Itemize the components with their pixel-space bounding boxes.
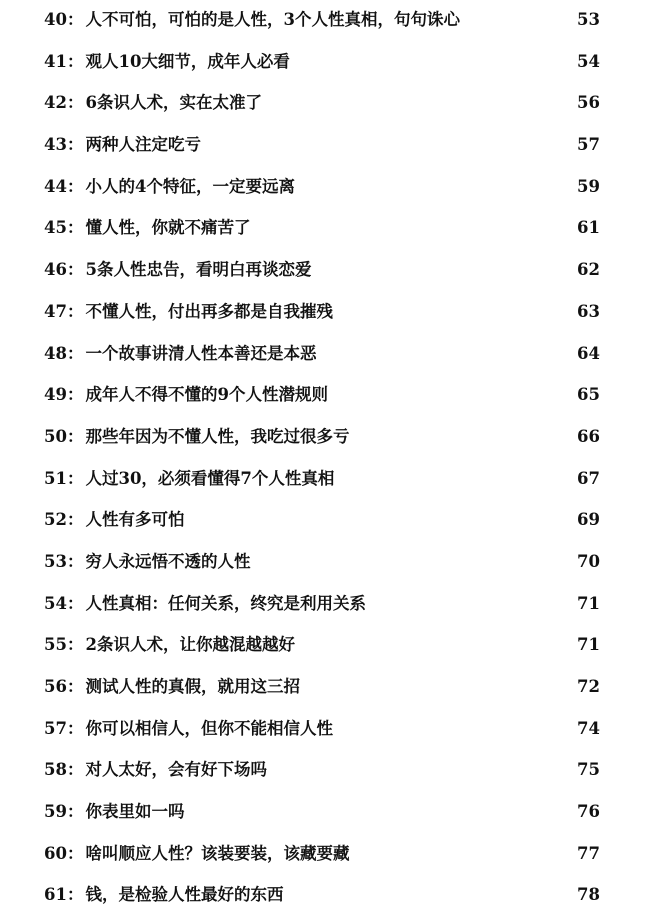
entry-number: 40： bbox=[44, 10, 84, 29]
entry-page-number: 75 bbox=[577, 760, 600, 779]
toc-entry[interactable] bbox=[44, 757, 600, 783]
entry-number: 57： bbox=[44, 719, 84, 738]
toc-entry[interactable] bbox=[44, 424, 600, 450]
toc-entry[interactable] bbox=[44, 341, 600, 367]
entry-number: 43： bbox=[44, 135, 84, 154]
dot-leader bbox=[322, 341, 575, 367]
entry-page-number: 66 bbox=[577, 427, 600, 446]
entry-page-number: 59 bbox=[577, 177, 600, 196]
toc-entry[interactable] bbox=[44, 466, 600, 492]
dot-leader bbox=[190, 799, 575, 825]
entry-number: 55： bbox=[44, 635, 84, 654]
dot-leader bbox=[289, 882, 575, 908]
entry-page-number: 61 bbox=[577, 218, 600, 237]
entry-page-number: 57 bbox=[577, 135, 600, 154]
entry-page-number: 69 bbox=[577, 510, 600, 529]
entry-number: 51： bbox=[44, 469, 84, 488]
toc-entry[interactable] bbox=[44, 132, 600, 158]
dot-leader bbox=[334, 382, 575, 408]
entry-title: 啥叫顺应人性？该装要装，该藏要藏 bbox=[85, 844, 350, 863]
entry-title: 懂人性，你就不痛苦了 bbox=[85, 218, 251, 237]
entry-title: 不懂人性，付出再多都是自我摧残 bbox=[85, 302, 333, 321]
toc-entry[interactable] bbox=[44, 591, 600, 617]
dot-leader bbox=[355, 841, 575, 867]
dot-leader bbox=[296, 49, 575, 75]
entry-page-number: 53 bbox=[577, 10, 600, 29]
toc-entry[interactable] bbox=[44, 507, 600, 533]
entry-number: 49： bbox=[44, 385, 84, 404]
entry-page-number: 78 bbox=[577, 885, 600, 904]
entry-page-number: 67 bbox=[577, 469, 600, 488]
entry-title: 人不可怕，可怕的是人性，3个人性真相，句句诛心 bbox=[85, 10, 460, 29]
dot-leader bbox=[256, 549, 575, 575]
toc-entry[interactable] bbox=[44, 215, 600, 241]
dot-leader bbox=[355, 424, 575, 450]
entry-number: 44： bbox=[44, 177, 84, 196]
entry-page-number: 74 bbox=[577, 719, 600, 738]
toc-entry[interactable] bbox=[44, 174, 600, 200]
dot-leader bbox=[339, 299, 575, 325]
toc-entry[interactable] bbox=[44, 841, 600, 867]
entry-title: 穷人永远悟不透的人性 bbox=[85, 552, 251, 571]
toc-entry[interactable] bbox=[44, 299, 600, 325]
toc-entry[interactable] bbox=[44, 257, 600, 283]
toc-entry[interactable] bbox=[44, 632, 600, 658]
entry-title: 对人太好，会有好下场吗 bbox=[85, 760, 267, 779]
dot-leader bbox=[256, 215, 575, 241]
toc-entry[interactable] bbox=[44, 716, 600, 742]
entry-number: 61： bbox=[44, 885, 84, 904]
entry-title: 人性真相：任何关系，终究是利用关系 bbox=[85, 594, 366, 613]
entry-page-number: 63 bbox=[577, 302, 600, 321]
entry-number: 52： bbox=[44, 510, 84, 529]
entry-number: 50： bbox=[44, 427, 84, 446]
toc-entry[interactable] bbox=[44, 799, 600, 825]
toc-entry[interactable] bbox=[44, 549, 600, 575]
entry-page-number: 72 bbox=[577, 677, 600, 696]
toc-entry[interactable] bbox=[44, 674, 600, 700]
entry-page-number: 54 bbox=[577, 52, 600, 71]
entry-title: 6条识人术，实在太准了 bbox=[85, 93, 262, 112]
entry-title: 成年人不得不懂的9个人性潜规则 bbox=[85, 385, 328, 404]
entry-number: 53： bbox=[44, 552, 84, 571]
dot-leader bbox=[339, 716, 575, 742]
entry-number: 60： bbox=[44, 844, 84, 863]
dot-leader bbox=[317, 257, 575, 283]
dot-leader bbox=[190, 507, 575, 533]
entry-title: 那些年因为不懂人性，我吃过很多亏 bbox=[85, 427, 350, 446]
dot-leader bbox=[268, 90, 575, 116]
entry-number: 46： bbox=[44, 260, 84, 279]
dot-leader bbox=[340, 466, 575, 492]
entry-page-number: 62 bbox=[577, 260, 600, 279]
entry-title: 钱，是检验人性最好的东西 bbox=[85, 885, 284, 904]
entry-title: 测试人性的真假，就用这三招 bbox=[85, 677, 300, 696]
entry-title: 小人的4个特征，一定要远离 bbox=[85, 177, 295, 196]
entry-number: 59： bbox=[44, 802, 84, 821]
entry-title: 人过30，必须看懂得7个人性真相 bbox=[85, 469, 335, 488]
entry-page-number: 77 bbox=[577, 844, 600, 863]
dot-leader bbox=[372, 591, 575, 617]
entry-page-number: 56 bbox=[577, 93, 600, 112]
entry-page-number: 65 bbox=[577, 385, 600, 404]
entry-page-number: 70 bbox=[577, 552, 600, 571]
entry-number: 48： bbox=[44, 344, 84, 363]
entry-number: 58： bbox=[44, 760, 84, 779]
entry-number: 45： bbox=[44, 218, 84, 237]
entry-number: 41： bbox=[44, 52, 84, 71]
entry-number: 42： bbox=[44, 93, 84, 112]
toc-entry[interactable] bbox=[44, 7, 600, 33]
toc-entry[interactable] bbox=[44, 882, 600, 908]
entry-title: 你可以相信人，但你不能相信人性 bbox=[85, 719, 333, 738]
entry-page-number: 64 bbox=[577, 344, 600, 363]
entry-title: 5条人性忠告，看明白再谈恋爱 bbox=[85, 260, 312, 279]
entry-title: 观人10大细节，成年人必看 bbox=[85, 52, 290, 71]
dot-leader bbox=[273, 757, 575, 783]
entry-title: 一个故事讲清人性本善还是本恶 bbox=[85, 344, 317, 363]
entry-number: 54： bbox=[44, 594, 84, 613]
entry-number: 56： bbox=[44, 677, 84, 696]
entry-page-number: 71 bbox=[577, 635, 600, 654]
entry-title: 两种人注定吃亏 bbox=[85, 135, 201, 154]
entry-page-number: 71 bbox=[577, 594, 600, 613]
dot-leader bbox=[306, 674, 575, 700]
toc-entry[interactable] bbox=[44, 49, 600, 75]
entry-title: 你表里如一吗 bbox=[85, 802, 185, 821]
toc-entry[interactable] bbox=[44, 382, 600, 408]
dot-leader bbox=[207, 132, 575, 158]
dot-leader bbox=[301, 174, 575, 200]
entry-number: 47： bbox=[44, 302, 84, 321]
dot-leader bbox=[301, 632, 575, 658]
entry-page-number: 76 bbox=[577, 802, 600, 821]
toc-entry[interactable] bbox=[44, 90, 600, 116]
entry-title: 2条识人术，让你越混越越好 bbox=[85, 635, 295, 654]
dot-leader bbox=[466, 7, 575, 33]
entry-title: 人性有多可怕 bbox=[85, 510, 185, 529]
